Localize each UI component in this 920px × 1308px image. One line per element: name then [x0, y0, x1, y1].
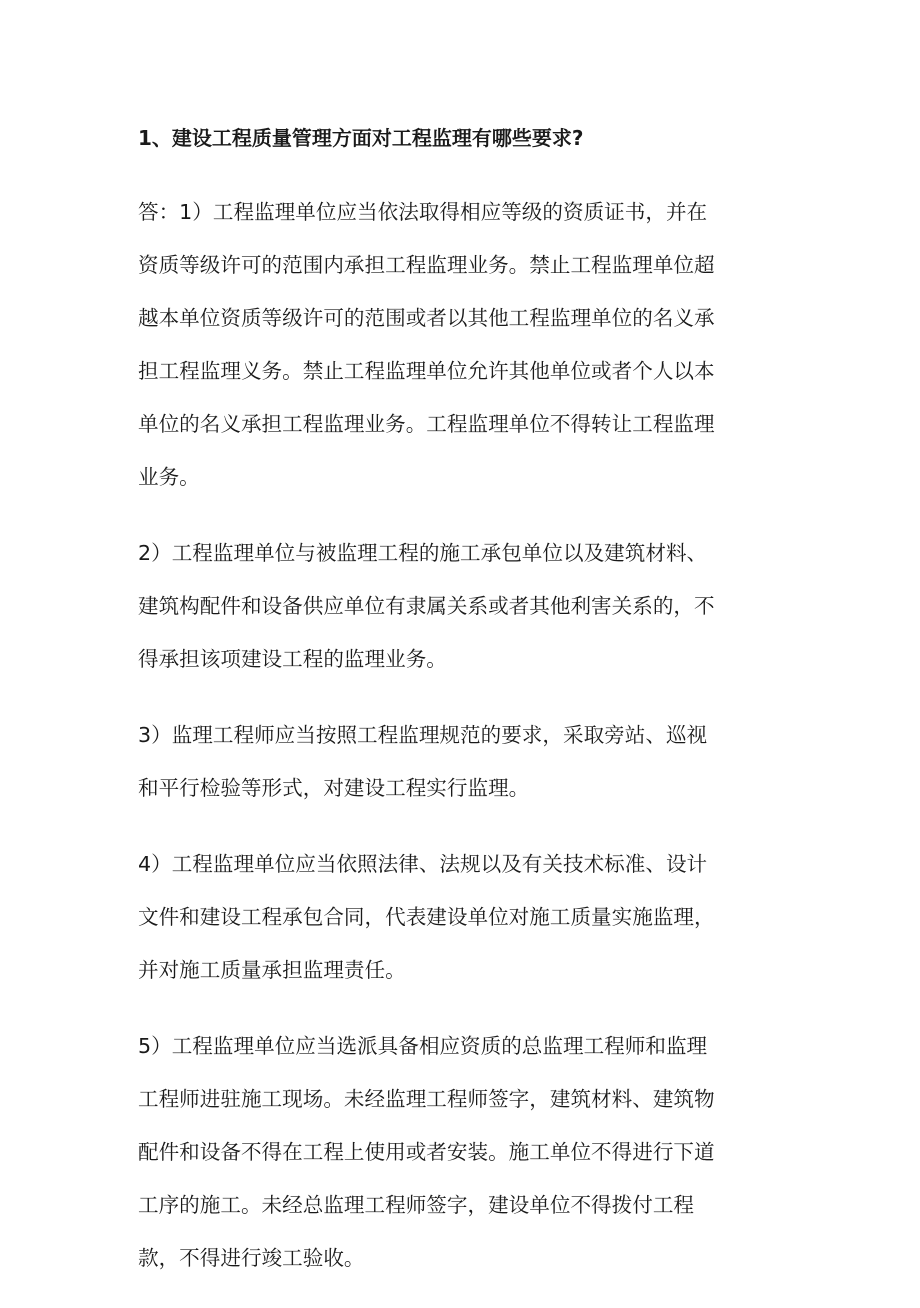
paragraph-line: 文件和建设工程承包合同，代表建设单位对施工质量实施监理，	[138, 905, 715, 929]
answer-paragraph-3	[138, 709, 788, 815]
paragraph-line: 并对施工质量承担监理责任。	[138, 958, 406, 982]
paragraph-line: 得承担该项建设工程的监理业务。	[138, 647, 447, 671]
paragraph-line: 单位的名义承担工程监理业务。工程监理单位不得转让工程监理	[138, 412, 715, 436]
paragraph-line: 业务。	[138, 465, 200, 489]
question-heading: 1、建设工程质量管理方面对工程监理有哪些要求?	[138, 126, 584, 150]
answer-paragraph-1	[138, 186, 788, 504]
answer-paragraph-2	[138, 527, 788, 686]
paragraph-line: 款，不得进行竣工验收。	[138, 1246, 365, 1270]
paragraph-line: 3）监理工程师应当按照工程监理规范的要求，采取旁站、巡视	[138, 723, 708, 747]
paragraph-line: 答：1）工程监理单位应当依法取得相应等级的资质证书，并在	[138, 200, 708, 224]
paragraph-line: 5）工程监理单位应当选派具备相应资质的总监理工程师和监理	[138, 1034, 708, 1058]
paragraph-line: 越本单位资质等级许可的范围或者以其他工程监理单位的名义承	[138, 306, 715, 330]
paragraph-line: 4）工程监理单位应当依照法律、法规以及有关技术标准、设计	[138, 852, 708, 876]
answer-paragraph-5	[138, 1020, 788, 1285]
paragraph-line: 担工程监理义务。禁止工程监理单位允许其他单位或者个人以本	[138, 359, 715, 383]
paragraph-line: 建筑构配件和设备供应单位有隶属关系或者其他利害关系的，不	[138, 594, 715, 618]
paragraph-line: 工程师进驻施工现场。未经监理工程师签字，建筑材料、建筑物	[138, 1087, 715, 1111]
document-page	[138, 118, 788, 1308]
paragraph-line: 和平行检验等形式，对建设工程实行监理。	[138, 776, 530, 800]
paragraph-line: 资质等级许可的范围内承担工程监理业务。禁止工程监理单位超	[138, 253, 715, 277]
paragraph-line: 工序的施工。未经总监理工程师签字，建设单位不得拨付工程	[138, 1193, 695, 1217]
answer-paragraph-4	[138, 838, 788, 997]
paragraph-line: 配件和设备不得在工程上使用或者安装。施工单位不得进行下道	[138, 1140, 715, 1164]
paragraph-line: 2）工程监理单位与被监理工程的施工承包单位以及建筑材料、	[138, 541, 708, 565]
